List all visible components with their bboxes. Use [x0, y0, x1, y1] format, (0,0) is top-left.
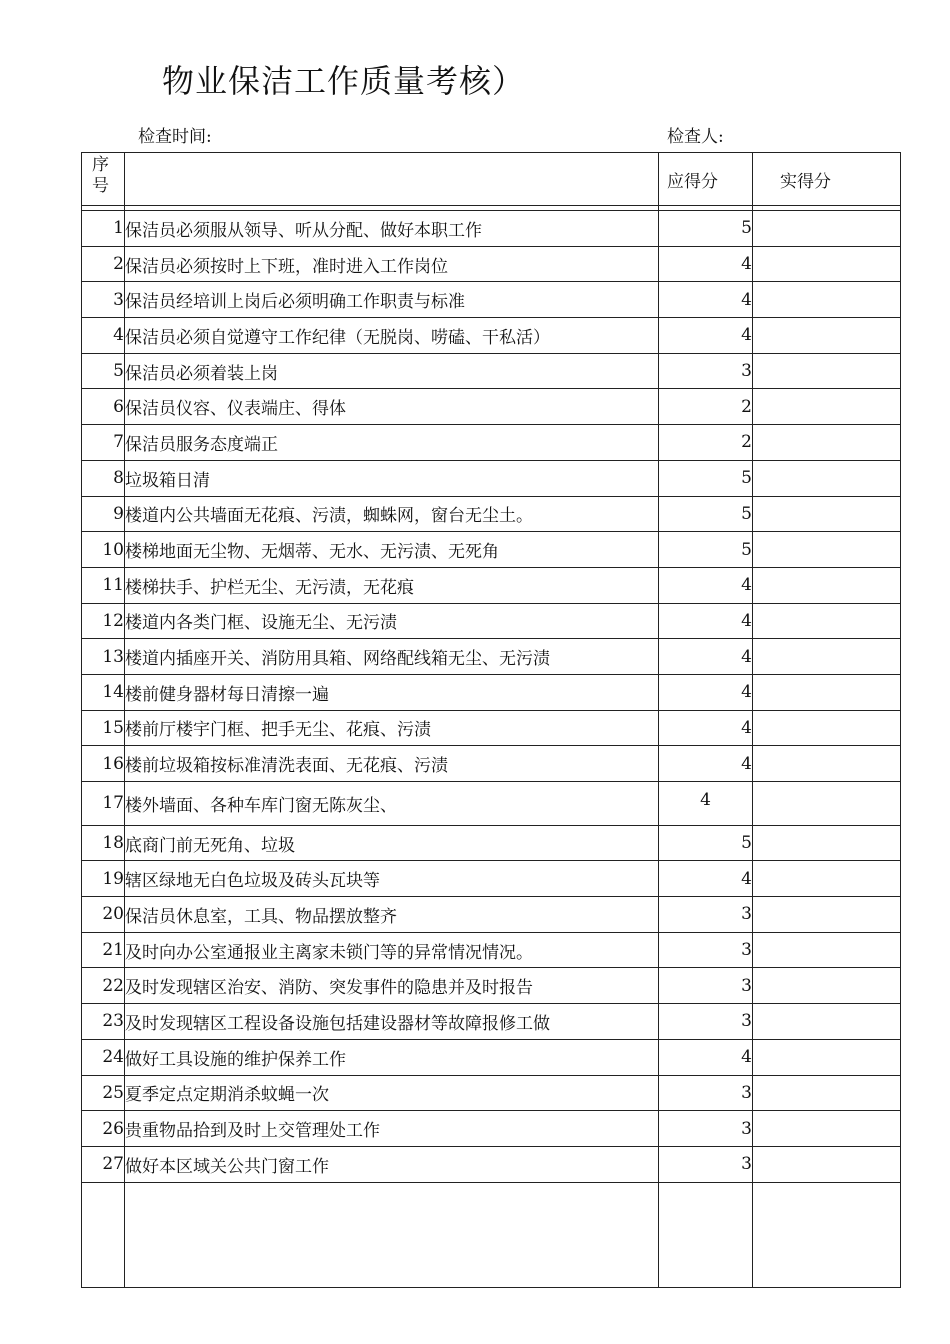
row-number: 3	[82, 282, 125, 318]
row-item-text: 楼道内插座开关、消防用具箱、网络配线箱无尘、无污渍	[125, 639, 659, 675]
row-expected-score: 3	[659, 1146, 753, 1182]
row-actual-score[interactable]	[753, 603, 901, 639]
row-item-text: 楼梯扶手、护栏无尘、无污渍，无花痕	[125, 567, 659, 603]
table-row	[82, 1146, 901, 1182]
blank-row	[82, 1182, 901, 1287]
row-number: 13	[82, 639, 125, 675]
table-row	[82, 532, 901, 568]
row-number: 18	[82, 825, 125, 861]
row-actual-score[interactable]	[753, 496, 901, 532]
row-actual-score[interactable]	[753, 968, 901, 1004]
row-number: 8	[82, 460, 125, 496]
table-header-row	[82, 153, 901, 206]
row-number: 20	[82, 897, 125, 933]
row-number: 7	[82, 425, 125, 461]
table-row	[82, 932, 901, 968]
row-item-text: 保洁员必须按时上下班，准时进入工作岗位	[125, 246, 659, 282]
row-item-text: 辖区绿地无白色垃圾及砖头瓦块等	[125, 861, 659, 897]
table-row	[82, 1039, 901, 1075]
row-actual-score[interactable]	[753, 425, 901, 461]
row-number: 25	[82, 1075, 125, 1111]
header-number: 序号	[82, 153, 125, 206]
row-expected-score: 3	[659, 932, 753, 968]
blank-cell	[753, 1182, 901, 1287]
row-number: 26	[82, 1111, 125, 1147]
row-number: 17	[82, 782, 125, 826]
row-expected-score: 4	[659, 639, 753, 675]
row-number: 16	[82, 746, 125, 782]
table-row	[82, 861, 901, 897]
table-row	[82, 968, 901, 1004]
row-item-text: 楼外墙面、各种车库门窗无陈灰尘、	[125, 782, 659, 826]
blank-cell	[82, 1182, 125, 1287]
row-expected-score: 4	[659, 567, 753, 603]
row-item-text: 保洁员休息室，工具、物品摆放整齐	[125, 897, 659, 933]
row-item-text: 楼梯地面无尘物、无烟蒂、无水、无污渍、无死角	[125, 532, 659, 568]
table-row	[82, 1075, 901, 1111]
row-expected-score: 5	[659, 532, 753, 568]
row-item-text: 夏季定点定期消杀蚊蝇一次	[125, 1075, 659, 1111]
row-actual-score[interactable]	[753, 567, 901, 603]
row-expected-score: 4	[659, 1039, 753, 1075]
row-expected-score: 3	[659, 1111, 753, 1147]
row-number: 23	[82, 1004, 125, 1040]
row-item-text: 楼道内公共墙面无花痕、污渍，蜘蛛网，窗台无尘土。	[125, 496, 659, 532]
row-actual-score[interactable]	[753, 211, 901, 247]
row-expected-score: 3	[659, 968, 753, 1004]
row-number: 24	[82, 1039, 125, 1075]
row-expected-score: 5	[659, 825, 753, 861]
row-actual-score[interactable]	[753, 1039, 901, 1075]
row-expected-score: 3	[659, 897, 753, 933]
row-actual-score[interactable]	[753, 1075, 901, 1111]
table-row	[82, 567, 901, 603]
table-row	[82, 496, 901, 532]
table-row	[82, 639, 901, 675]
row-actual-score[interactable]	[753, 639, 901, 675]
row-actual-score[interactable]	[753, 318, 901, 354]
row-expected-score: 4	[659, 782, 753, 826]
row-item-text: 保洁员经培训上岗后必须明确工作职责与标准	[125, 282, 659, 318]
table-row	[82, 460, 901, 496]
row-item-text: 贵重物品拾到及时上交管理处工作	[125, 1111, 659, 1147]
row-item-text: 楼道内各类门框、设施无尘、无污渍	[125, 603, 659, 639]
row-number: 19	[82, 861, 125, 897]
row-number: 10	[82, 532, 125, 568]
row-actual-score[interactable]	[753, 746, 901, 782]
row-actual-score[interactable]	[753, 897, 901, 933]
row-item-text: 及时发现辖区治安、消防、突发事件的隐患并及时报告	[125, 968, 659, 1004]
row-expected-score: 5	[659, 460, 753, 496]
row-actual-score[interactable]	[753, 674, 901, 710]
row-number: 1	[82, 211, 125, 247]
assessment-table	[81, 152, 901, 1288]
row-expected-score: 4	[659, 603, 753, 639]
row-actual-score[interactable]	[753, 1146, 901, 1182]
row-number: 4	[82, 318, 125, 354]
row-item-text: 楼前垃圾箱按标准清洗表面、无花痕、污渍	[125, 746, 659, 782]
table-row	[82, 825, 901, 861]
row-item-text: 保洁员仪容、仪表端庄、得体	[125, 389, 659, 425]
row-expected-score: 4	[659, 861, 753, 897]
row-number: 5	[82, 353, 125, 389]
header-expected-score: 应得分	[659, 153, 753, 206]
table-row	[82, 246, 901, 282]
row-actual-score[interactable]	[753, 532, 901, 568]
row-item-text: 垃圾箱日清	[125, 460, 659, 496]
check-time-label: 检查时间:	[138, 127, 212, 147]
row-item-text: 及时发现辖区工程设备设施包括建设器材等故障报修工做	[125, 1004, 659, 1040]
row-expected-score: 5	[659, 211, 753, 247]
table-row	[82, 782, 901, 826]
table-row	[82, 282, 901, 318]
row-item-text: 保洁员必须着装上岗	[125, 353, 659, 389]
row-expected-score: 4	[659, 318, 753, 354]
table-row	[82, 389, 901, 425]
header-item	[125, 153, 659, 206]
table-row	[82, 318, 901, 354]
table-row	[82, 746, 901, 782]
table-row	[82, 425, 901, 461]
row-actual-score[interactable]	[753, 1111, 901, 1147]
row-number: 11	[82, 567, 125, 603]
table-row	[82, 603, 901, 639]
row-number: 14	[82, 674, 125, 710]
table-row	[82, 1004, 901, 1040]
row-actual-score[interactable]	[753, 460, 901, 496]
row-number: 12	[82, 603, 125, 639]
row-item-text: 底商门前无死角、垃圾	[125, 825, 659, 861]
row-item-text: 楼前健身器材每日清擦一遍	[125, 674, 659, 710]
table-row	[82, 1111, 901, 1147]
row-expected-score: 4	[659, 746, 753, 782]
row-item-text: 做好工具设施的维护保养工作	[125, 1039, 659, 1075]
row-number: 21	[82, 932, 125, 968]
row-item-text: 做好本区域关公共门窗工作	[125, 1146, 659, 1182]
row-actual-score[interactable]	[753, 825, 901, 861]
table-row	[82, 710, 901, 746]
row-expected-score: 2	[659, 425, 753, 461]
document-title: 物业保洁工作质量考核）	[162, 62, 526, 100]
row-actual-score[interactable]	[753, 282, 901, 318]
row-number: 2	[82, 246, 125, 282]
row-expected-score: 4	[659, 282, 753, 318]
row-item-text: 楼前厅楼宇门框、把手无尘、花痕、污渍	[125, 710, 659, 746]
row-item-text: 保洁员必须自觉遵守工作纪律（无脱岗、唠磕、干私活）	[125, 318, 659, 354]
table-row	[82, 674, 901, 710]
table-row	[82, 353, 901, 389]
row-expected-score: 3	[659, 1004, 753, 1040]
row-actual-score[interactable]	[753, 782, 901, 826]
row-number: 27	[82, 1146, 125, 1182]
row-item-text: 保洁员服务态度端正	[125, 425, 659, 461]
row-number: 22	[82, 968, 125, 1004]
inspector-label: 检查人:	[667, 127, 724, 147]
row-expected-score: 4	[659, 246, 753, 282]
row-actual-score[interactable]	[753, 246, 901, 282]
header-actual-score: 实得分	[753, 153, 901, 206]
table-row	[82, 211, 901, 247]
row-item-text: 保洁员必须服从领导、听从分配、做好本职工作	[125, 211, 659, 247]
table-row	[82, 897, 901, 933]
row-actual-score[interactable]	[753, 389, 901, 425]
row-expected-score: 5	[659, 496, 753, 532]
row-actual-score[interactable]	[753, 932, 901, 968]
row-number: 6	[82, 389, 125, 425]
row-item-text: 及时向办公室通报业主离家未锁门等的异常情况情况。	[125, 932, 659, 968]
row-expected-score: 4	[659, 674, 753, 710]
row-expected-score: 3	[659, 353, 753, 389]
row-expected-score: 3	[659, 1075, 753, 1111]
row-actual-score[interactable]	[753, 353, 901, 389]
row-number: 15	[82, 710, 125, 746]
row-expected-score: 2	[659, 389, 753, 425]
row-number: 9	[82, 496, 125, 532]
row-actual-score[interactable]	[753, 1004, 901, 1040]
blank-cell	[125, 1182, 659, 1287]
row-actual-score[interactable]	[753, 710, 901, 746]
row-actual-score[interactable]	[753, 861, 901, 897]
blank-cell	[659, 1182, 753, 1287]
row-expected-score: 4	[659, 710, 753, 746]
